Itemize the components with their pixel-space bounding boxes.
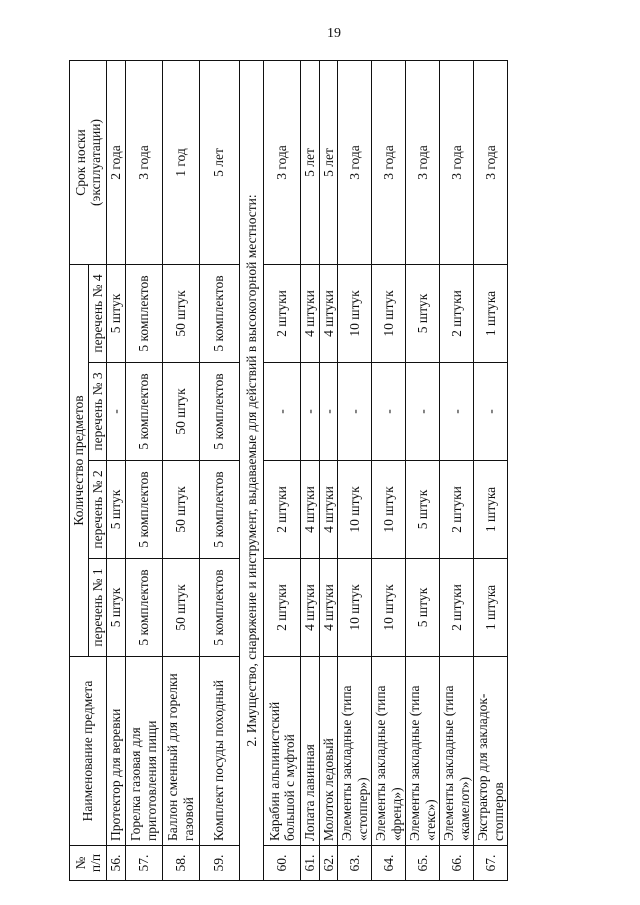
item-name: Элементы закладные (типа «френд») [372,657,406,846]
header-list-3: перечень № 3 [88,363,107,461]
row-num: 63. [338,846,372,881]
qty-list-1: 5 штук [406,559,440,657]
rotated-table-container [69,61,640,881]
row-num: 65. [406,846,440,881]
section-title: 2. Имущество, снаряжение и инструмент, выдаваемые для действий в высокогорной местности: [239,60,264,880]
qty-list-3: - [319,363,338,461]
qty-list-4: 4 штуки [319,264,338,362]
header-list-1: перечень № 1 [88,559,107,657]
qty-list-2: 5 штук [107,461,126,559]
term: 3 года [338,60,372,264]
qty-list-3: - [338,363,372,461]
table-row [107,60,126,880]
row-num: 57. [125,846,162,881]
qty-list-3: - [474,363,508,461]
qty-list-1: 1 штука [474,559,508,657]
qty-list-2: 10 штук [372,461,406,559]
qty-list-1: 5 комплектов [199,559,239,657]
qty-list-2: 50 штук [162,461,199,559]
qty-list-1: 5 штук [107,559,126,657]
qty-list-3: 5 комплектов [199,363,239,461]
header-qty-group: Количество предметов [70,264,89,656]
qty-list-1: 2 штуки [264,559,301,657]
term: 1 год [162,60,199,264]
term: 3 года [372,60,406,264]
qty-list-3: - [264,363,301,461]
table-row [199,60,239,880]
header-row-1 [70,60,89,880]
qty-list-3: 5 комплектов [125,363,162,461]
table-row [372,60,406,880]
row-num: 59. [199,846,239,881]
item-name: Горелка газовая для приготовления пищи [125,657,162,846]
row-num: 60. [264,846,301,881]
header-list-2: перечень № 2 [88,461,107,559]
qty-list-2: 5 комплектов [125,461,162,559]
qty-list-1: 4 штуки [319,559,338,657]
qty-list-2: 10 штук [338,461,372,559]
equipment-table [69,60,508,881]
header-list-4: перечень № 4 [88,264,107,362]
term: 3 года [264,60,301,264]
item-name: Элементы закладные (типа «камелот») [440,657,474,846]
item-name: Элементы закладные (типа «гекс») [406,657,440,846]
table-row [338,60,372,880]
row-num: 62. [319,846,338,881]
qty-list-1: 10 штук [372,559,406,657]
term: 3 года [125,60,162,264]
item-name: Протектор для веревки [107,657,126,846]
qty-list-4: 1 штука [474,264,508,362]
qty-list-2: 4 штуки [301,461,320,559]
term: 5 лет [199,60,239,264]
qty-list-2: 1 штука [474,461,508,559]
qty-list-2: 4 штуки [319,461,338,559]
item-name: Лопата лавинная [301,657,320,846]
table-row [125,60,162,880]
page-number: 19 [327,26,341,41]
qty-list-4: 4 штуки [301,264,320,362]
qty-list-4: 2 штуки [440,264,474,362]
qty-list-1: 2 штуки [440,559,474,657]
term: 5 лет [301,60,320,264]
header-name: Наименование предмета [70,657,107,846]
row-num: 67. [474,846,508,881]
term: 3 года [406,60,440,264]
item-name: Баллон сменный для горелки газовой [162,657,199,846]
qty-list-1: 5 комплектов [125,559,162,657]
row-num: 66. [440,846,474,881]
qty-list-4: 5 комплектов [125,264,162,362]
item-name: Экстрактор для закладок-стопперов [474,657,508,846]
table-row [319,60,338,880]
table-row [406,60,440,880]
table-row [264,60,301,880]
qty-list-3: - [406,363,440,461]
item-name: Карабин альпинистский большой с муфтой [264,657,301,846]
qty-list-4: 10 штук [372,264,406,362]
qty-list-1: 4 штуки [301,559,320,657]
qty-list-3: - [440,363,474,461]
qty-list-2: 2 штуки [440,461,474,559]
qty-list-4: 5 комплектов [199,264,239,362]
table-row [162,60,199,880]
table-row [301,60,320,880]
row-num: 58. [162,846,199,881]
qty-list-3: 50 штук [162,363,199,461]
qty-list-3: - [372,363,406,461]
term: 3 года [440,60,474,264]
qty-list-4: 50 штук [162,264,199,362]
qty-list-3: - [301,363,320,461]
qty-list-4: 5 штук [107,264,126,362]
qty-list-2: 2 штуки [264,461,301,559]
item-name: Элементы закладные (типа «стоппер») [338,657,372,846]
row-num: 56. [107,846,126,881]
qty-list-2: 5 штук [406,461,440,559]
qty-list-4: 10 штук [338,264,372,362]
table-row [440,60,474,880]
qty-list-2: 5 комплектов [199,461,239,559]
qty-list-4: 5 штук [406,264,440,362]
term: 2 года [107,60,126,264]
term: 5 лет [319,60,338,264]
row-num: 64. [372,846,406,881]
qty-list-4: 2 штуки [264,264,301,362]
qty-list-1: 10 штук [338,559,372,657]
item-name: Молоток ледовый [319,657,338,846]
term: 3 года [474,60,508,264]
qty-list-1: 50 штук [162,559,199,657]
table-row [474,60,508,880]
section-heading-row [239,60,264,880]
header-num: № п/п [70,846,107,881]
header-term: Срок носки (эксплуатации) [70,60,107,264]
qty-list-3: - [107,363,126,461]
row-num: 61. [301,846,320,881]
item-name: Комплект посуды походный [199,657,239,846]
